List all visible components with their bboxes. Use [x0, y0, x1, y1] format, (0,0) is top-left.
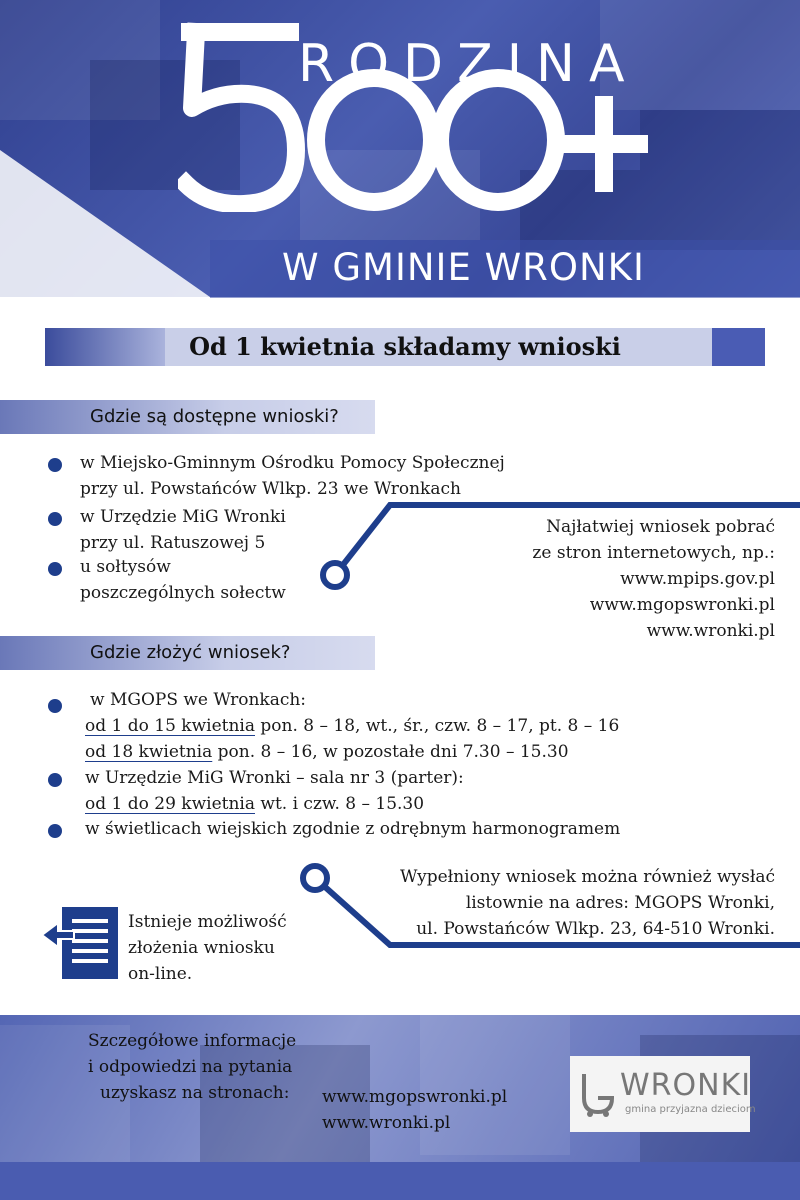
mail-text: Wypełniony wniosek można również wysłać — [400, 867, 775, 887]
list-item: w Urzędzie MiG Wronki — [80, 507, 286, 527]
bullet — [48, 824, 62, 838]
section2-heading: Gdzie złożyć wniosek? — [90, 642, 291, 663]
bullet — [48, 458, 62, 472]
hours: pon. 8 – 16, w pozostałe dni 7.30 – 15.30 — [212, 742, 569, 762]
section1-heading: Gdzie są dostępne wnioski? — [90, 406, 339, 427]
footer-link-wronki[interactable]: www.wronki.pl — [322, 1113, 451, 1133]
date-range: od 18 kwietnia — [85, 742, 213, 762]
hours: wt. i czw. 8 – 15.30 — [255, 794, 425, 814]
urzad-hours-row — [85, 792, 424, 816]
location-title: W GMINIE WRONKI — [282, 246, 645, 289]
bullet — [48, 562, 62, 576]
list-item: u sołtysów — [80, 557, 171, 577]
online-form-icon — [40, 905, 122, 983]
footer-info: Szczegółowe informacje — [88, 1031, 297, 1051]
program-name: RODZINA — [298, 34, 639, 94]
list-item: przy ul. Ratuszowej 5 — [80, 533, 266, 553]
mail-text: listownie na adres: MGOPS Wronki, — [465, 893, 775, 913]
mgops-label: w MGOPS we Wronkach: — [90, 690, 307, 710]
online-note: on-line. — [128, 964, 193, 984]
footer-band — [0, 1162, 800, 1200]
bullet — [48, 699, 62, 713]
online-note: złożenia wniosku — [128, 938, 275, 958]
date-range: od 1 do 15 kwietnia — [85, 716, 255, 736]
urzad-label: w Urzędzie MiG Wronki – sala nr 3 (parter): — [85, 768, 464, 788]
bullet — [48, 512, 62, 526]
bullet — [48, 773, 62, 787]
list-item: przy ul. Powstańców Wlkp. 23 we Wronkach — [80, 479, 461, 499]
mail-address: ul. Powstańców Wlkp. 23, 64-510 Wronki. — [416, 919, 775, 939]
mgops-hours-row-2 — [85, 740, 569, 764]
online-download-text: Najłatwiej wniosek pobrać — [546, 517, 775, 537]
wronki-logo-name: WRONKI — [620, 1068, 752, 1103]
link-wronki[interactable]: www.wronki.pl — [646, 621, 775, 641]
list-item: w Miejsko-Gminnym Ośrodku Pomocy Społecznej — [80, 453, 505, 473]
mgops-hours-row-1 — [85, 714, 619, 738]
date-range: od 1 do 29 kwietnia — [85, 794, 255, 814]
footer-info: i odpowiedzi na pytania — [88, 1057, 293, 1077]
page-title: Od 1 kwietnia składamy wnioski — [189, 332, 621, 361]
list-item: poszczególnych sołectw — [80, 583, 286, 603]
online-download-text: ze stron internetowych, np.: — [532, 543, 775, 563]
swietlice-item: w świetlicach wiejskich zgodnie z odrębnym harmonogramem — [85, 819, 621, 839]
footer-info: uzyskasz na stronach: — [100, 1083, 290, 1103]
hours: pon. 8 – 18, wt., śr., czw. 8 – 17, pt. 8 – 16 — [255, 716, 620, 736]
link-mgopswronki[interactable]: www.mgopswronki.pl — [589, 595, 775, 615]
online-note: Istnieje możliwość — [128, 912, 287, 932]
wronki-logo-tagline: gmina przyjazna dzieciom — [625, 1104, 756, 1115]
wronki-logo-icon — [578, 1068, 618, 1118]
footer-link-mgopswronki[interactable]: www.mgopswronki.pl — [322, 1087, 508, 1107]
link-mpips[interactable]: www.mpips.gov.pl — [620, 569, 775, 589]
